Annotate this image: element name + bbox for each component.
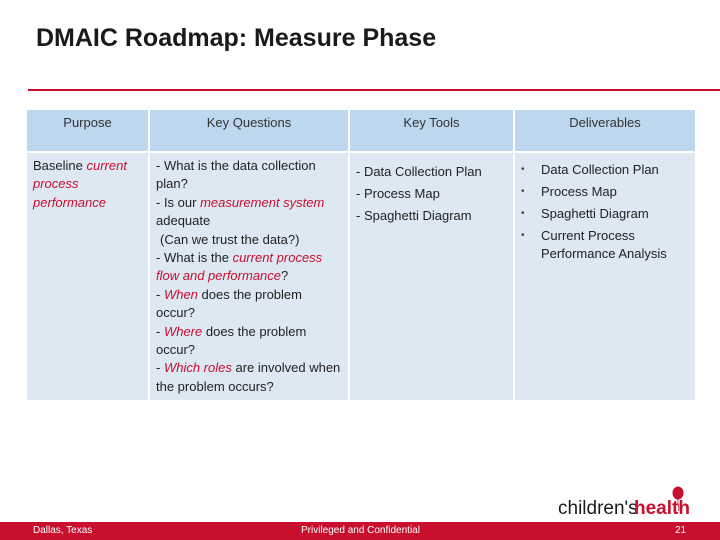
bullet-icon: • xyxy=(521,164,525,175)
header-purpose: Purpose xyxy=(27,110,148,151)
header-key-tools: Key Tools xyxy=(350,110,513,151)
logo-text-health: health xyxy=(634,498,690,519)
tool-item: - Data Collection Plan xyxy=(356,164,482,179)
question-7: - Which roles are involved when the problem occurs? xyxy=(156,360,341,394)
question-5: - When does the problem occur? xyxy=(156,286,302,321)
footer-location: Dallas, Texas xyxy=(33,525,93,536)
purpose-text: Baseline xyxy=(33,158,87,173)
question-1: - What is the data collection plan? xyxy=(156,158,316,192)
deliverable-item: • Data Collection Plan xyxy=(521,161,689,179)
deliverable-item: • Process Map xyxy=(521,183,689,201)
cell-purpose xyxy=(27,153,148,400)
question-4: - What is the current process flow and performance? xyxy=(156,250,323,284)
question-2: - Is our measurement system adequate xyxy=(156,194,325,229)
logo-text-childrens: children's xyxy=(558,498,638,519)
cell-deliverables xyxy=(515,153,695,400)
tool-item: - Spaghetti Diagram xyxy=(356,208,472,223)
purpose-highlight: current process performance xyxy=(33,158,127,210)
title-divider xyxy=(28,89,720,91)
cell-key-tools xyxy=(350,153,513,400)
page-number: 21 xyxy=(675,525,687,536)
bullet-icon: • xyxy=(521,208,525,219)
tool-item: - Process Map xyxy=(356,186,440,201)
deliverable-item: • Spaghetti Diagram xyxy=(521,205,689,223)
question-6: - Where does the problem occur? xyxy=(156,323,307,358)
bullet-icon: • xyxy=(521,230,525,241)
bullet-icon: • xyxy=(521,186,525,197)
slide-title: DMAIC Roadmap: Measure Phase xyxy=(36,24,437,52)
cell-key-questions xyxy=(150,153,348,400)
childrens-health-logo xyxy=(556,486,706,520)
deliverable-item: • Current Process Performance Analysis xyxy=(521,228,667,262)
header-key-questions: Key Questions xyxy=(150,110,348,151)
footer-confidential: Privileged and Confidential xyxy=(301,525,420,536)
question-3: (Can we trust the data?) xyxy=(160,231,300,247)
header-deliverables: Deliverables xyxy=(515,110,695,151)
